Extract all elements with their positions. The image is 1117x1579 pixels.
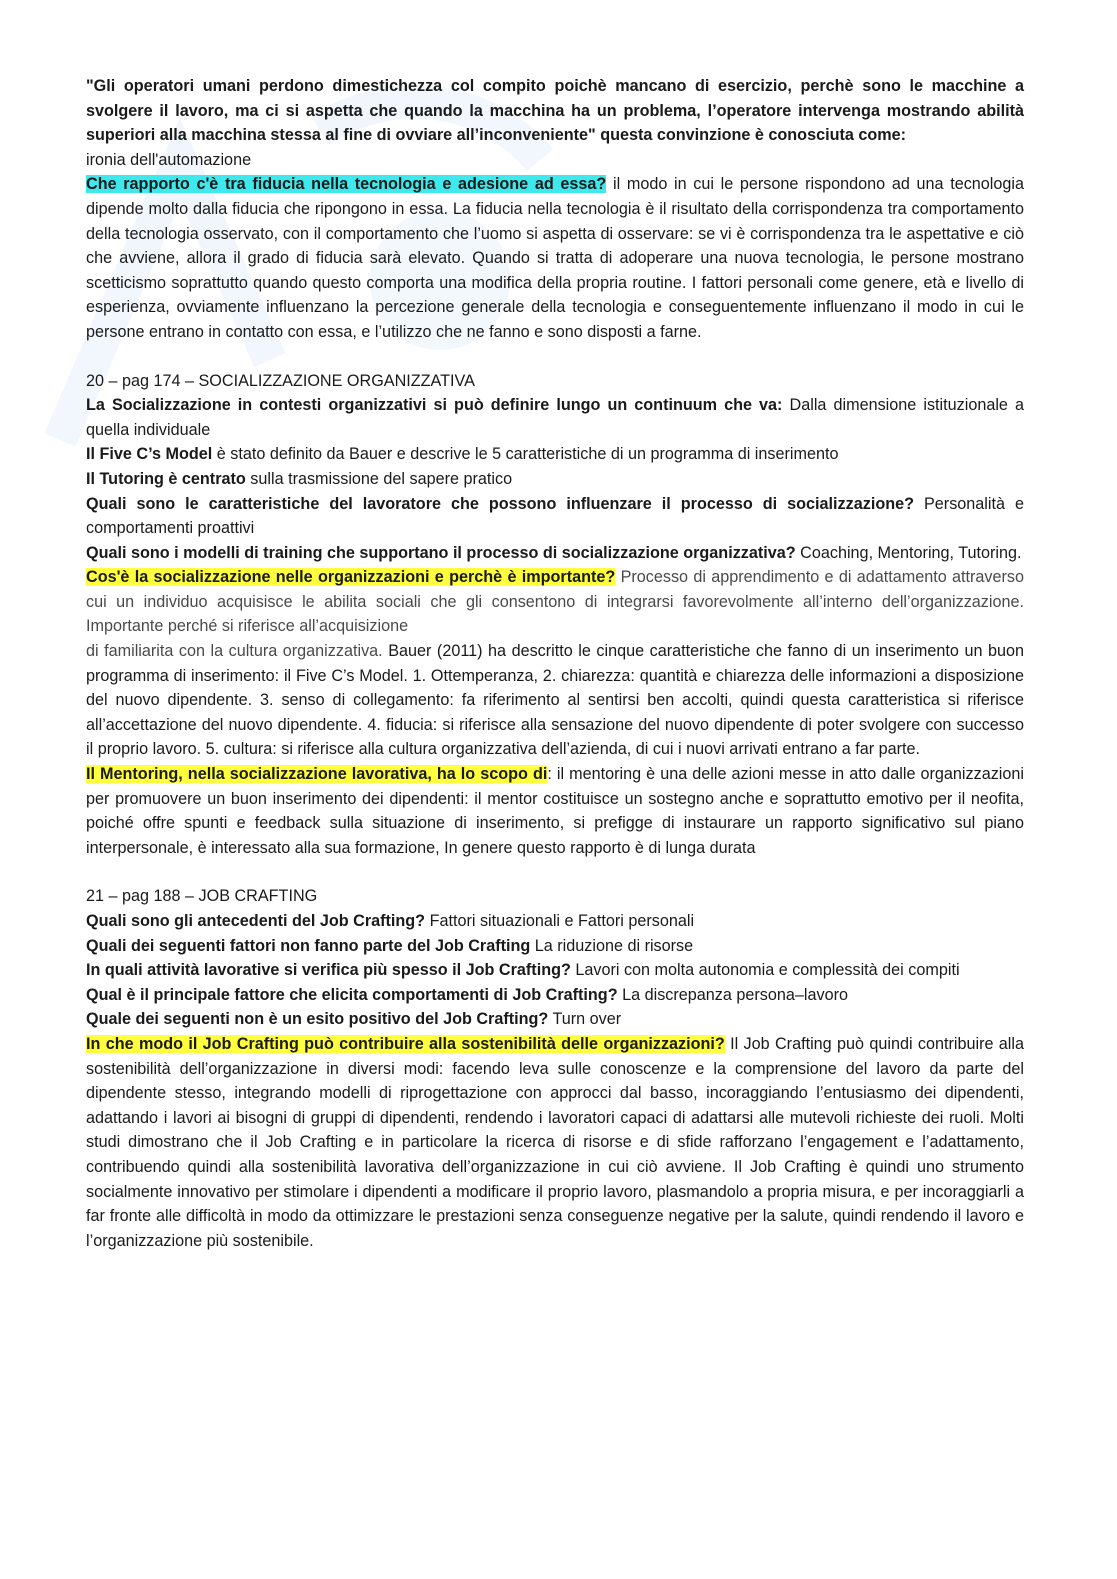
section-heading-20: 20 – pag 174 – SOCIALIZZAZIONE ORGANIZZATIVA: [86, 371, 475, 390]
answer-text-grey: di familiarita con la cultura organizzativa.: [86, 642, 383, 661]
paragraph-automation-irony: [86, 74, 1024, 172]
question-text: Quali sono le caratteristiche del lavoratore che possono influenzare il processo di socializzazione?: [86, 494, 914, 513]
question-text: In quali attività lavorative si verifica più spesso il Job Crafting?: [86, 961, 571, 980]
answer-text-grey: Processo di apprendimento e di adattamento attraverso cui un individuo acquisisce le abilita sociali che gli consentono di integrarsi favorevolmente all’interno dell’organizzazione. Importante perché si riferisce all’acquisizione: [86, 568, 1024, 636]
answer-text: La riduzione di risorse: [530, 936, 694, 955]
answer-text: Fattori situazionali e Fattori personali: [425, 912, 695, 930]
answer-text: Dalla dimensione istituzionale a quella individuale: [86, 396, 1024, 439]
answer-text: Turn over: [548, 1010, 622, 1029]
highlighted-question: In che modo il Job Crafting può contribuire alla sostenibilità delle organizzazioni?: [86, 1034, 725, 1053]
answer-text: è stato definito da Bauer e descrive le 5 caratteristiche di un programma di inserimento: [212, 445, 839, 464]
paragraph-mentoring: [86, 762, 1024, 860]
answer-text: Coaching, Mentoring, Tutoring.: [795, 543, 1022, 562]
paragraph-job-crafting-sustainability: [86, 1032, 1024, 1253]
question-text: La Socializzazione in contesti organizzativi si può definire lungo un continuum che va:: [86, 396, 783, 415]
answer-text: La discrepanza persona–lavoro: [617, 985, 848, 1004]
qa-item: [86, 442, 1024, 467]
highlighted-question: Cos'è la socializzazione nelle organizzazioni e perchè è importante?: [86, 568, 616, 587]
question-text: Quali dei seguenti fattori non fanno parte del Job Crafting: [86, 936, 531, 955]
answer-text: Bauer (2011) ha descritto le cinque caratteristiche che fanno di un inserimento un buon programma di inserimento: il Five C’s Model. 1. Ottemperanza, 2. chiarezza: quantità e chiarezza delle informazioni a disposizione del nuovo dipendente. 3. senso di collegamento: fa riferimento al sentirsi ben accolti, quindi questa caratteristica si riferisce all’accettazione del nuovo dipendente. 4. fiducia: si riferisce alla sensazione del nuovo dipendente di poter svolgere con successo il proprio lavoro. 5. cultura: si riferisce alla cultura organizzativa dell’azienda, di cui i nuovi arrivati entrano a far parte.: [86, 642, 1024, 759]
highlighted-question: Il Mentoring, nella socializzazione lavorativa, ha lo scopo di: [86, 765, 548, 784]
question-text: Quali sono i modelli di training che supportano il processo di socializzazione organizzativa?: [86, 543, 796, 562]
question-text: Quali sono gli antecedenti del Job Crafting?: [86, 912, 426, 930]
paragraph-socialization-definition: [86, 565, 1024, 762]
answer-text: Lavori con molta autonomia e complessità dei compiti: [570, 961, 960, 980]
qa-item: [86, 541, 1024, 566]
question-text: Il Tutoring è centrato: [86, 469, 246, 488]
qa-item: [86, 934, 1024, 959]
answer-text: il modo in cui le persone rispondono ad una tecnologia dipende molto dalla fiducia che ripongono in essa. La fiducia nella tecnologia è il risultato della corrispondenza tra comportamento della tecnologia osservato, con il comportamento che l’uomo si aspetta di osservare: se vi è corrispondenza tra le aspettative e ciò che avviene, allora il grado di fiducia sarà elevato. Quando si tratta di adoperare una nuova tecnologia, le persone mostrano scetticismo soprattutto quando questo comporta una modifica della propria routine. I fattori personali come genere, età e livello di esperienza, ovviamente influenzano la percezione generale della tecnologia e conseguentemente influenzano il modo in cui le persone entrano in contatto con essa, e l’utilizzo che ne fanno e sono disposti a farne.: [86, 175, 1024, 341]
qa-item: [86, 467, 1024, 492]
document-page: [86, 74, 1024, 1253]
answer-text: ironia dell'automazione: [86, 150, 252, 169]
qa-item: [86, 1007, 1024, 1032]
qa-item: [86, 492, 1024, 541]
paragraph-trust-technology: [86, 172, 1024, 344]
answer-text: Personalità e comportamenti proattivi: [86, 494, 1024, 538]
highlighted-question: Che rapporto c'è tra fiducia nella tecnologia e adesione ad essa?: [86, 175, 607, 194]
qa-item: [86, 983, 1024, 1008]
answer-text: Il Job Crafting può quindi contribuire alla sostenibilità dell’organizzazione in diversi modi: facendo leva sulle conoscenze e la comprensione del lavoro da parte del dipendente stesso, integrando modelli di riprogettazione con approcci dal basso, incoraggiando l’entusiasmo dei dipendenti, adattando i lavori ai bisogni di gruppi di dipendenti, rendendo i lavoratori capaci di adattarsi alle mutevoli richieste dei ruoli. Molti studi dimostrano che il Job Crafting e in particolare la ricerca di risorse e di sfide rafforzano l’engagement e l’adattamento, contribuendo quindi alla sostenibilità lavorativa dell’organizzazione in cui ciò avviene. Il Job Crafting è quindi uno strumento socialmente innovativo per stimolare i dipendenti a modificare il proprio lavoro, plasmandolo a propria misura, e per incoraggiarli a far fronte alle difficoltà in modo da ottimizzare le prestazioni senza conseguenze negative per la salute, quindi rendendo il lavoro e l’organizzazione più sostenibile.: [86, 1034, 1025, 1250]
qa-item: [86, 958, 1024, 983]
answer-text: sulla trasmissione del sapere pratico: [245, 469, 513, 488]
section-heading-21: 21 – pag 188 – JOB CRAFTING: [86, 887, 318, 906]
answer-text: : il mentoring è una delle azioni messe in atto dalle organizzazioni per promuovere un buon inserimento dei dipendenti: il mentor costituisce un sostegno anche e soprattutto emotivo per il neofita, poiché offre spunti e feedback sulla situazione di inserimento, si prefigge di instaurare un rapporto significativo sul piano interpersonale, è interessato alla sua formazione, In genere questo rapporto è di lunga durata: [86, 765, 1024, 857]
question-text: Qual è il principale fattore che elicita comportamenti di Job Crafting?: [86, 985, 618, 1004]
question-text: Quale dei seguenti non è un esito positivo del Job Crafting?: [86, 1010, 549, 1029]
qa-item: [86, 393, 1024, 442]
question-text: Il Five C’s Model: [86, 445, 213, 464]
question-text: "Gli operatori umani perdono dimestichezza col compito poichè mancano di esercizio, perchè sono le macchine a svolgere il lavoro, ma ci si aspetta che quando la macchina ha un problema, l’operatore intervenga mostrando abilità superiori alla macchina stessa al fine di ovviare all’inconveniente" questa convinzione è conosciuta come:: [86, 77, 1024, 145]
qa-item: [86, 909, 1024, 934]
